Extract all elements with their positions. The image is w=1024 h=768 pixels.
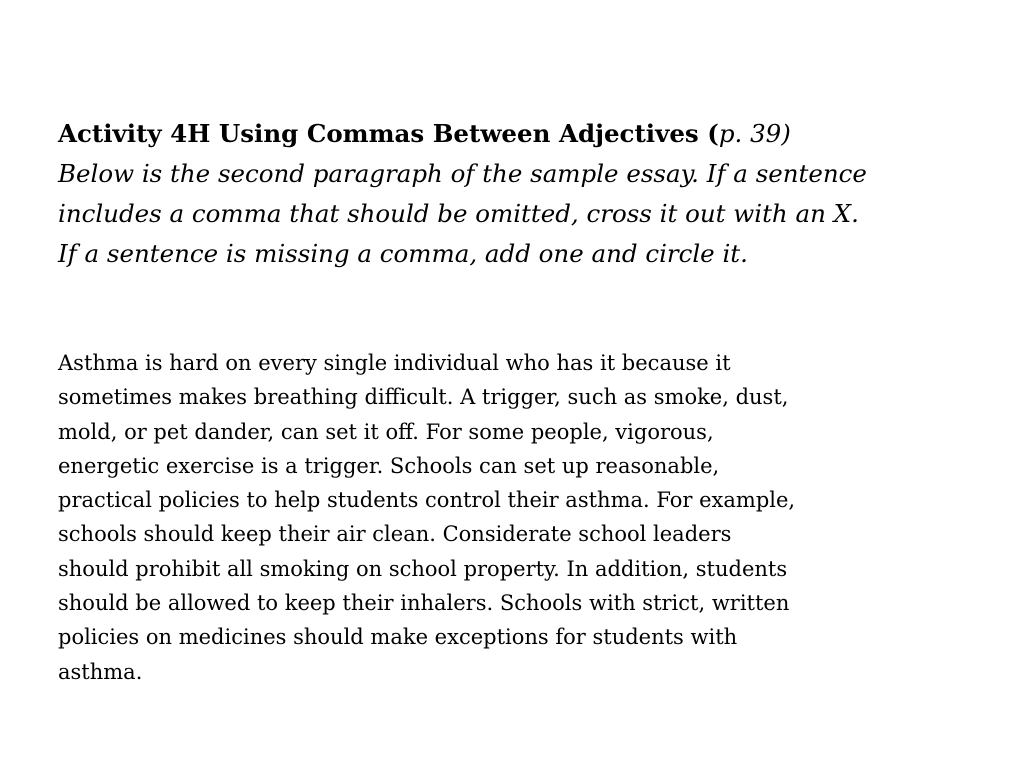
paragraph-line: schools should keep their air clean. Considerate school leaders: [58, 522, 732, 547]
activity-title-text: Activity 4H Using Commas Between Adjectives (: [58, 119, 719, 148]
instructions-line: If a sentence is missing a comma, add one and circle it.: [58, 239, 748, 268]
paragraph-line: should be allowed to keep their inhalers. Schools with strict, written: [58, 591, 790, 616]
instructions-line: includes a comma that should be omitted, cross it out with an X.: [58, 199, 859, 228]
page-reference: p. 39): [718, 119, 791, 148]
paragraph-line: practical policies to help students control their asthma. For example,: [58, 488, 796, 513]
paragraph-line: policies on medicines should make exceptions for students with: [58, 625, 738, 650]
activity-header: [58, 114, 1008, 274]
paragraph-line: energetic exercise is a trigger. Schools can set up reasonable,: [58, 453, 720, 478]
essay-paragraph: [58, 346, 998, 689]
paragraph-line: Asthma is hard on every single individual who has it because it: [58, 351, 731, 375]
paragraph-line: asthma.: [58, 659, 143, 684]
activity-title: [58, 114, 1008, 154]
paragraph-line: sometimes makes breathing difficult. A trigger, such as smoke, dust,: [58, 385, 789, 410]
paragraph-line: mold, or pet dander, can set it off. For some people, vigorous,: [58, 419, 714, 444]
activity-instructions: [58, 154, 1008, 274]
instructions-line: Below is the second paragraph of the sample essay. If a sentence: [58, 159, 867, 188]
paragraph-line: should prohibit all smoking on school property. In addition, students: [58, 556, 788, 581]
